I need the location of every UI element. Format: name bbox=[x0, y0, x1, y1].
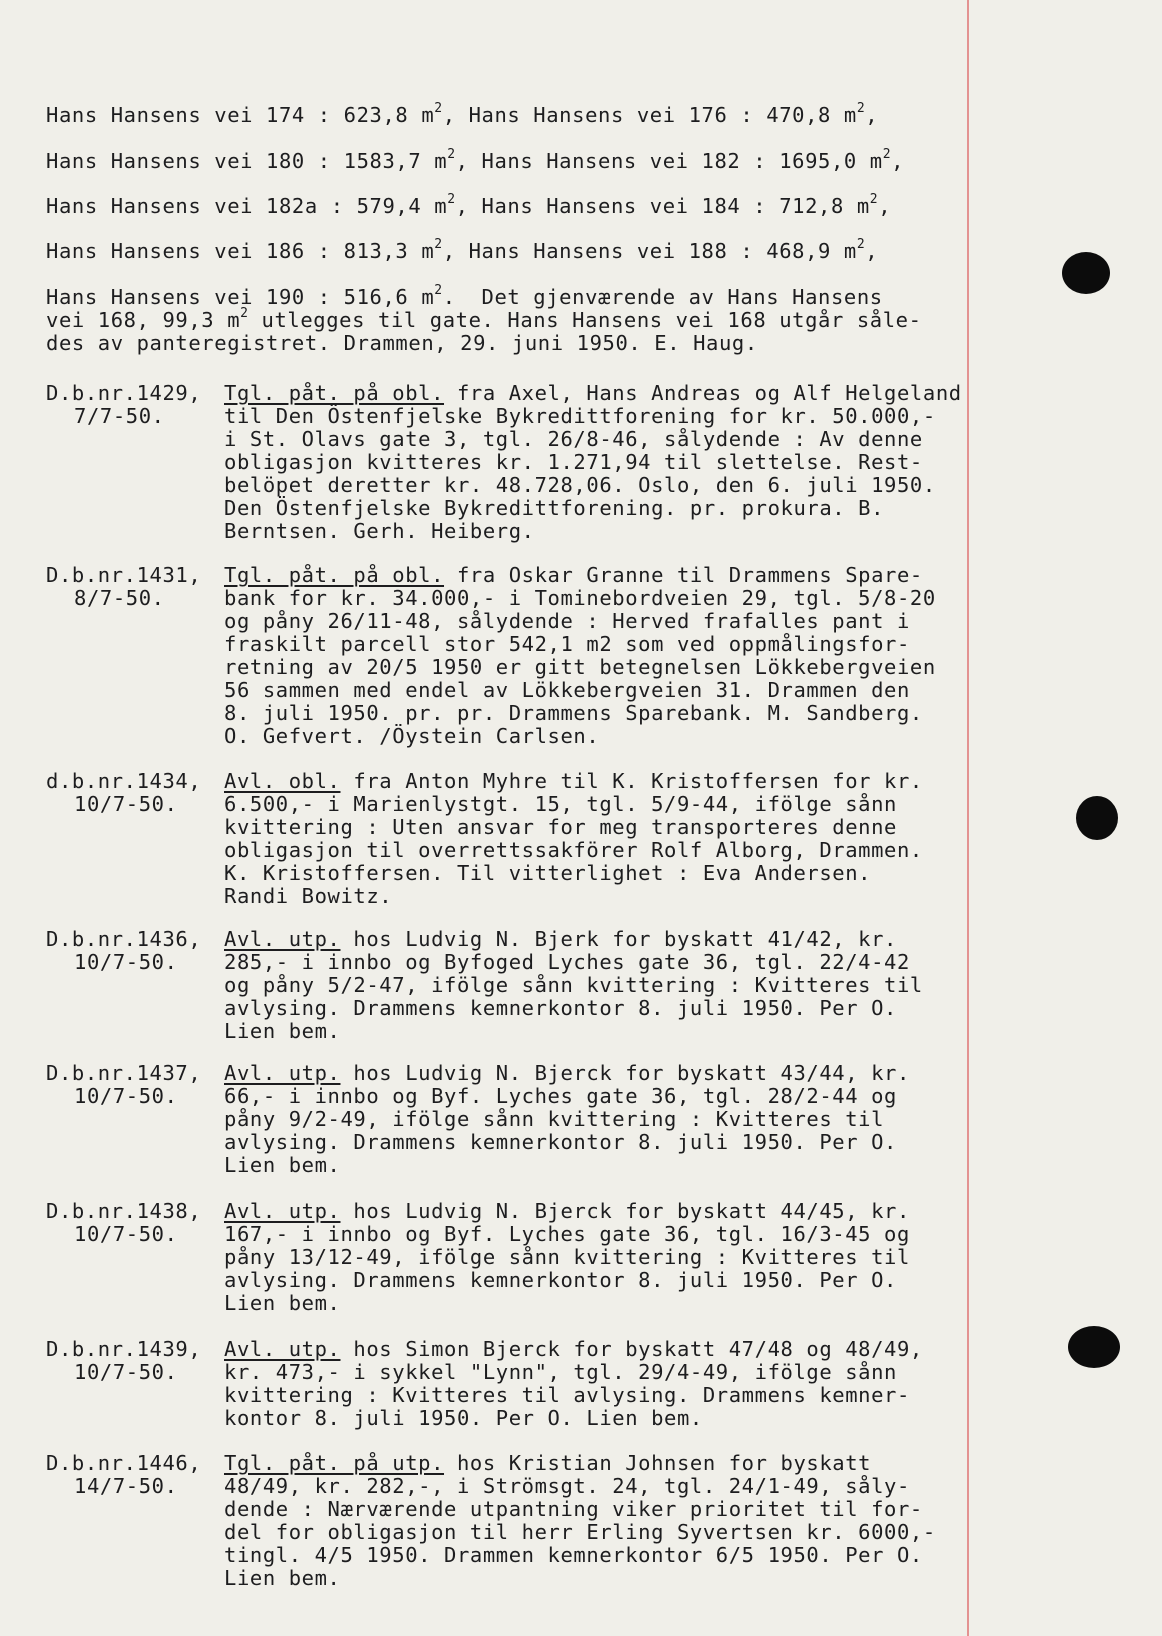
intro-line: Hans Hansens vei 186 : 813,3 $m^2$, Hans Hansens vei 188 : 468,9 $m^2$, bbox=[46, 237, 879, 263]
entry-text bbox=[224, 770, 984, 908]
entry-line: O. Gefvert. /Öystein Carlsen. bbox=[224, 724, 600, 748]
entry-line: Lien bem. bbox=[224, 1153, 341, 1177]
entry-first-line bbox=[224, 382, 984, 405]
entry-date: 10/7-50. bbox=[74, 792, 178, 816]
entry-type: Avl. utp. bbox=[224, 1061, 341, 1085]
entry-first-line bbox=[224, 1062, 984, 1085]
entry-line: og påny 5/2-47, ifölge sånn kvittering : Kvitteres til bbox=[224, 973, 923, 997]
entry-number: D.b.nr.1431, bbox=[46, 563, 202, 587]
entry-line: Lien bem. bbox=[224, 1291, 341, 1315]
entry-line: kr. 473,- i sykkel "Lynn", tgl. 29/4-49, ifölge sånn bbox=[224, 1360, 897, 1384]
punch-hole bbox=[1076, 796, 1118, 840]
entry-first-text: hos Simon Bjerck for byskatt 47/48 og 48/49, bbox=[340, 1337, 923, 1361]
entry-date: 14/7-50. bbox=[74, 1474, 178, 1498]
entry-text bbox=[224, 1452, 984, 1590]
intro-line: Hans Hansens vei 182a : 579,4 $m^2$, Hans Hansens vei 184 : 712,8 $m^2$, bbox=[46, 192, 892, 218]
entry-text bbox=[224, 1338, 984, 1430]
entry-first-text: fra Oskar Granne til Drammens Spare- bbox=[444, 563, 923, 587]
entry-line: Lien bem. bbox=[224, 1019, 341, 1043]
entry-line: påny 13/12-49, ifölge sånn kvittering : Kvitteres til bbox=[224, 1245, 910, 1269]
entry-type: Avl. utp. bbox=[224, 1199, 341, 1223]
entry-line: bank for kr. 34.000,- i Tominebordveien 29, tgl. 5/8-20 bbox=[224, 586, 936, 610]
entry-first-line bbox=[224, 928, 984, 951]
entry-date: 8/7-50. bbox=[74, 586, 165, 610]
entry-line: 8. juli 1950. pr. pr. Drammens Sparebank. M. Sandberg. bbox=[224, 701, 923, 725]
entry-number: D.b.nr.1439, bbox=[46, 1337, 202, 1361]
entry-first-line bbox=[224, 1200, 984, 1223]
entry-first-text: hos Kristian Johnsen for byskatt bbox=[444, 1451, 872, 1475]
entry-line: avlysing. Drammens kemnerkontor 8. juli 1950. Per O. bbox=[224, 1268, 897, 1292]
entry-date: 10/7-50. bbox=[74, 950, 178, 974]
entry-type: Avl. obl. bbox=[224, 769, 341, 793]
entry-line: Lien bem. bbox=[224, 1566, 341, 1590]
entry-line: obligasjon til overrettssakförer Rolf Alborg, Drammen. bbox=[224, 838, 923, 862]
entry-type: Tgl. påt. på obl. bbox=[224, 381, 445, 405]
entry-date: 10/7-50. bbox=[74, 1084, 178, 1108]
entry-number: D.b.nr.1438, bbox=[46, 1199, 202, 1223]
entry-text bbox=[224, 382, 984, 543]
entry-line: 48/49, kr. 282,-, i Strömsgt. 24, tgl. 24/1-49, såly- bbox=[224, 1474, 910, 1498]
entry-type: Avl. utp. bbox=[224, 927, 341, 951]
entry-first-text: hos Ludvig N. Bjerck for byskatt 43/44, kr. bbox=[340, 1061, 910, 1085]
entry-line: 167,- i innbo og Byf. Lyches gate 36, tgl. 16/3-45 og bbox=[224, 1222, 910, 1246]
entry-first-line bbox=[224, 1338, 984, 1361]
entry-line: fraskilt parcell stor 542,1 m2 som ved oppmålingsfor- bbox=[224, 632, 910, 656]
entry-line: 285,- i innbo og Byfoged Lyches gate 36, tgl. 22/4-42 bbox=[224, 950, 910, 974]
entry-date: 10/7-50. bbox=[74, 1360, 178, 1384]
entry-line: i St. Olavs gate 3, tgl. 26/8-46, sålydende : Av denne bbox=[224, 427, 923, 451]
entry-first-text: hos Ludvig N. Bjerk for byskatt 41/42, kr. bbox=[340, 927, 897, 951]
entry-type: Avl. utp. bbox=[224, 1337, 341, 1361]
entry-date: 7/7-50. bbox=[74, 404, 165, 428]
entry-line: avlysing. Drammens kemnerkontor 8. juli 1950. Per O. bbox=[224, 996, 897, 1020]
entry-line: obligasjon kvitteres kr. 1.271,94 til slettelse. Rest- bbox=[224, 450, 923, 474]
entry-line: 6.500,- i Marienlystgt. 15, tgl. 5/9-44, ifölge sånn bbox=[224, 792, 897, 816]
intro-tail-line: Hans Hansens vei 190 : 516,6 $m^2$. Det gjenværende av Hans Hansens bbox=[46, 283, 883, 309]
entry-line: Randi Bowitz. bbox=[224, 884, 393, 908]
entry-line: dende : Nærværende utpantning viker prioritet til for- bbox=[224, 1497, 923, 1521]
entry-number: D.b.nr.1437, bbox=[46, 1061, 202, 1085]
entry-date: 10/7-50. bbox=[74, 1222, 178, 1246]
entry-line: 56 sammen med endel av Lökkebergveien 31. Drammen den bbox=[224, 678, 910, 702]
entry-first-text: fra Axel, Hans Andreas og Alf Helgeland bbox=[444, 381, 962, 405]
entry-number: D.b.nr.1446, bbox=[46, 1451, 202, 1475]
entry-text bbox=[224, 1062, 984, 1177]
entry-line: 66,- i innbo og Byf. Lyches gate 36, tgl. 28/2-44 og bbox=[224, 1084, 897, 1108]
entry-line: Berntsen. Gerh. Heiberg. bbox=[224, 519, 535, 543]
entry-line: tingl. 4/5 1950. Drammen kemnerkontor 6/5 1950. Per O. bbox=[224, 1543, 923, 1567]
punch-hole bbox=[1062, 252, 1110, 294]
entry-first-line bbox=[224, 1452, 984, 1475]
entry-number: D.b.nr.1429, bbox=[46, 381, 202, 405]
entry-line: avlysing. Drammens kemnerkontor 8. juli 1950. Per O. bbox=[224, 1130, 897, 1154]
entry-first-text: fra Anton Myhre til K. Kristoffersen for kr. bbox=[340, 769, 923, 793]
entry-line: del for obligasjon til herr Erling Syvertsen kr. 6000,- bbox=[224, 1520, 936, 1544]
intro-tail-line: des av panteregistret. Drammen, 29. juni 1950. E. Haug. bbox=[46, 331, 758, 355]
entry-line: kvittering : Uten ansvar for meg transporteres denne bbox=[224, 815, 897, 839]
entry-line: og påny 26/11-48, sålydende : Herved frafalles pant i bbox=[224, 609, 910, 633]
entry-line: kvittering : Kvitteres til avlysing. Drammens kemner- bbox=[224, 1383, 910, 1407]
entry-text bbox=[224, 1200, 984, 1315]
entry-first-line bbox=[224, 770, 984, 793]
entry-line: K. Kristoffersen. Til vitterlighet : Eva Andersen. bbox=[224, 861, 872, 885]
entry-line: Den Östenfjelske Bykredittforening. pr. prokura. B. bbox=[224, 496, 885, 520]
intro-line: Hans Hansens vei 180 : 1583,7 $m^2$, Hans Hansens vei 182 : 1695,0 $m^2$, bbox=[46, 147, 905, 173]
entry-line: til Den Östenfjelske Bykredittforening for kr. 50.000,- bbox=[224, 404, 936, 428]
entry-number: D.b.nr.1436, bbox=[46, 927, 202, 951]
entry-text bbox=[224, 928, 984, 1043]
entry-line: belöpet deretter kr. 48.728,06. Oslo, den 6. juli 1950. bbox=[224, 473, 936, 497]
intro-tail-line: vei 168, 99,3 $m^2$ utlegges til gate. Hans Hansens vei 168 utgår såle- bbox=[46, 306, 922, 332]
entry-type: Tgl. påt. på utp. bbox=[224, 1451, 445, 1475]
punch-hole bbox=[1068, 1326, 1120, 1368]
entry-type: Tgl. påt. på obl. bbox=[224, 563, 445, 587]
entry-first-line bbox=[224, 564, 984, 587]
entry-line: påny 9/2-49, ifölge sånn kvittering : Kvitteres til bbox=[224, 1107, 885, 1131]
entry-line: kontor 8. juli 1950. Per O. Lien bem. bbox=[224, 1406, 703, 1430]
entry-text bbox=[224, 564, 984, 748]
entry-number: d.b.nr.1434, bbox=[46, 769, 202, 793]
entry-first-text: hos Ludvig N. Bjerck for byskatt 44/45, kr. bbox=[340, 1199, 910, 1223]
entry-line: retning av 20/5 1950 er gitt betegnelsen Lökkebergveien bbox=[224, 655, 936, 679]
intro-line: Hans Hansens vei 174 : 623,8 $m^2$, Hans Hansens vei 176 : 470,8 $m^2$, bbox=[46, 101, 879, 127]
